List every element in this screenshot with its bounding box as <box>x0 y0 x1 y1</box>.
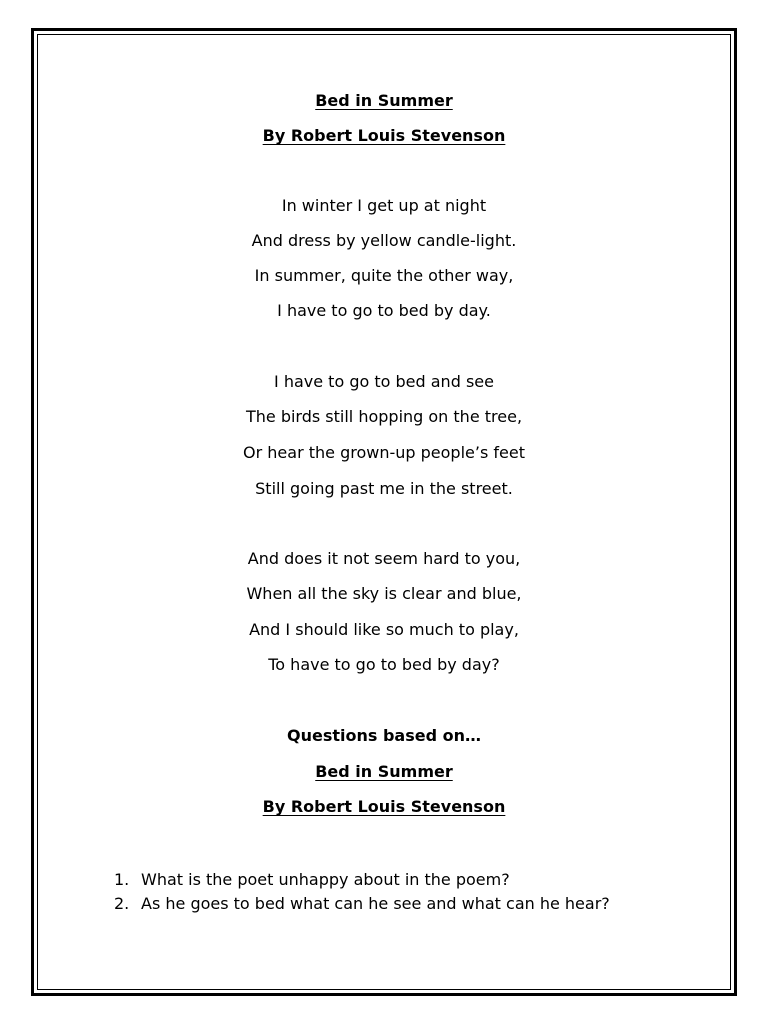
question-text: As he goes to bed what can he see and what can he hear? <box>141 894 610 913</box>
questions-list <box>114 868 610 916</box>
poem-line: In summer, quite the other way, <box>254 266 514 285</box>
poem-title: Bed in Summer <box>315 91 453 110</box>
questions-poem-title: Bed in Summer <box>315 762 453 781</box>
question-number: 2. <box>114 894 130 913</box>
page-border-inner <box>37 34 731 990</box>
poem-line: I have to go to bed and see <box>274 372 494 391</box>
questions-intro: Questions based on… <box>286 726 481 745</box>
poem-line: And dress by yellow candle-light. <box>251 231 517 250</box>
poem-line: In winter I get up at night <box>281 196 487 215</box>
poem-author: By Robert Louis Stevenson <box>262 126 506 145</box>
poem-line: And does it not seem hard to you, <box>247 549 521 568</box>
question-item <box>114 892 610 916</box>
question-number: 1. <box>114 870 130 889</box>
poem-line: Or hear the grown-up people’s feet <box>243 443 525 462</box>
poem-line: To have to go to bed by day? <box>268 655 500 674</box>
question-text: What is the poet unhappy about in the poem? <box>141 870 510 889</box>
poem-line: I have to go to bed by day. <box>277 301 491 320</box>
poem-line: When all the sky is clear and blue, <box>246 584 522 603</box>
poem-line: Still going past me in the street. <box>255 479 513 498</box>
poem-line: And I should like so much to play, <box>249 620 519 639</box>
question-item <box>114 868 610 892</box>
questions-poem-author: By Robert Louis Stevenson <box>262 797 506 816</box>
poem-line: The birds still hopping on the tree, <box>245 407 523 426</box>
